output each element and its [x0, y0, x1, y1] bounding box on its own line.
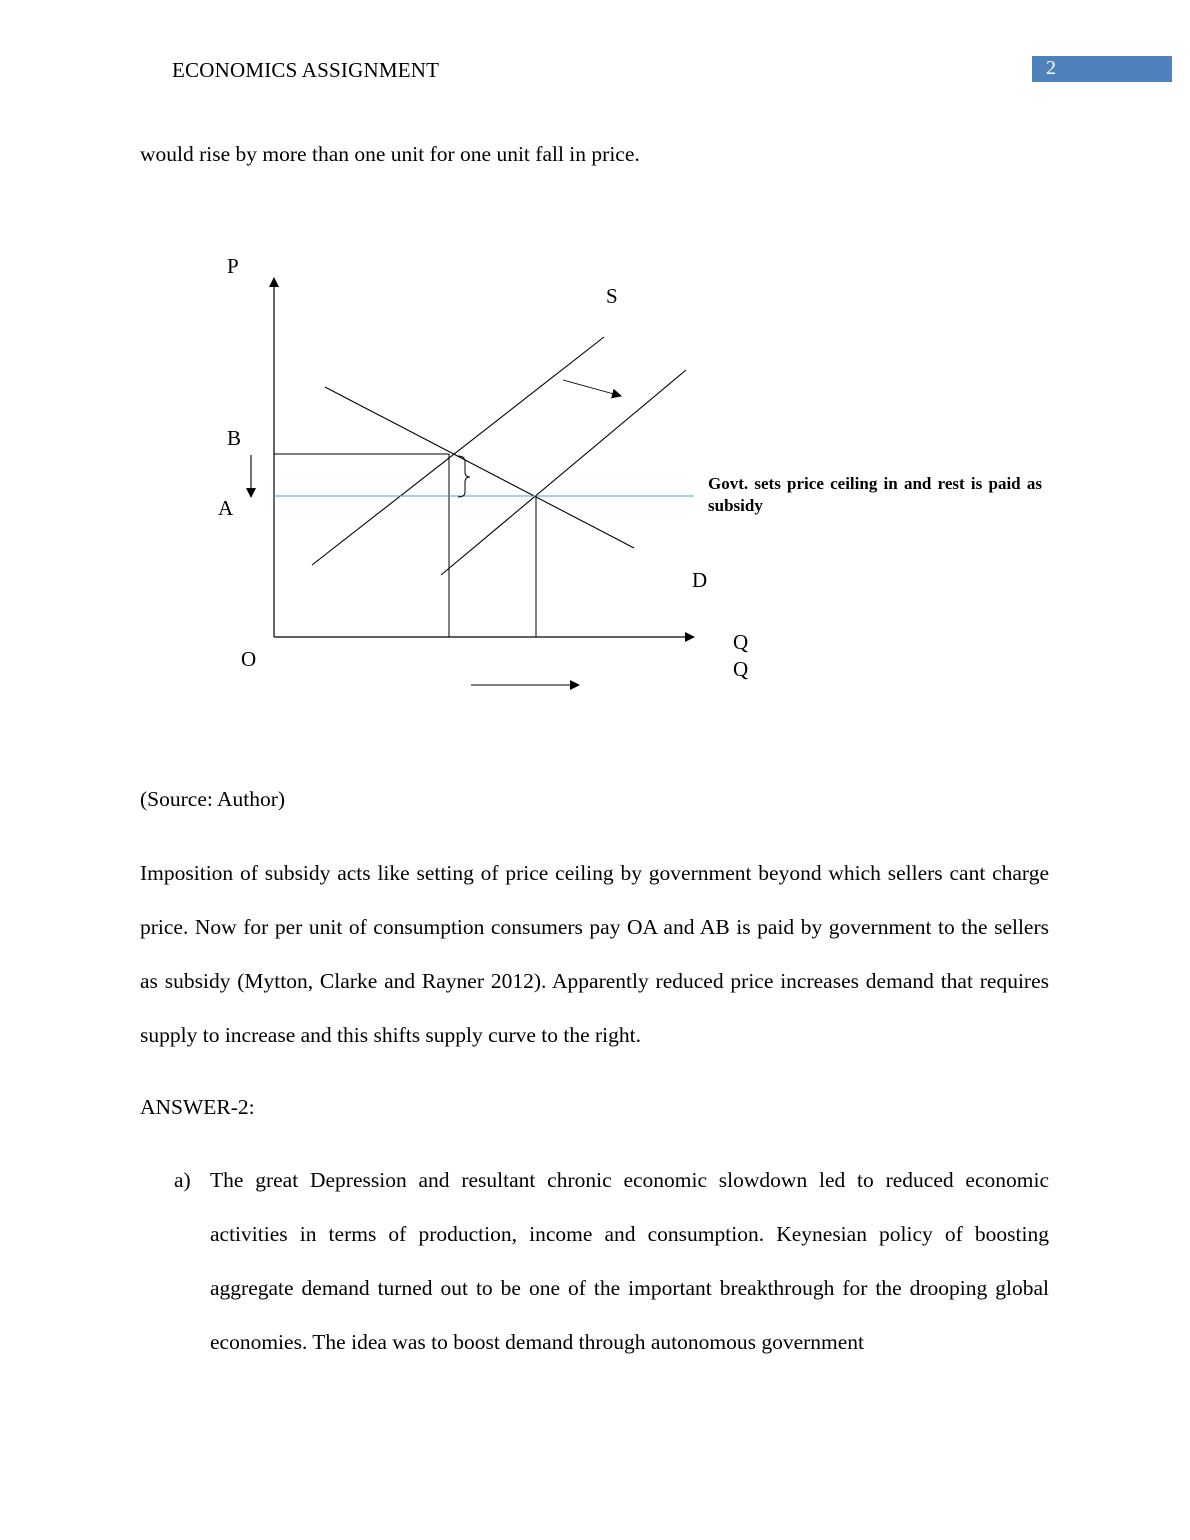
main-paragraph — [140, 846, 1049, 1062]
paragraph-text: Imposition of subsidy acts like setting of price ceiling by government beyond which sellers cant charge price. Now for per unit of consumption consumers pay OA and AB is paid by government to the sellers as subsidy (Mytton, Clarke and Rayner 2012). Apparently reduced price increases demand that requires supply to increase and this shifts supply curve to the right. — [140, 861, 1049, 1047]
label-q-axis: Q — [733, 630, 749, 654]
list-item-text: The great Depression and resultant chronic economic slowdown led to reduced economic activities in terms of production, income and consumption. Keynesian policy of boosting aggregate demand turned out to be one of the important breakthrough for the drooping global economies. The idea was to boost demand through autonomous government — [210, 1168, 1049, 1354]
answer-heading: ANSWER-2: — [140, 1095, 255, 1119]
supply-curve-original — [312, 337, 604, 565]
figure-source: (Source: Author) — [140, 787, 286, 811]
list-item-marker: a) — [174, 1168, 191, 1192]
label-demand: D — [692, 568, 708, 592]
demand-curve — [325, 387, 634, 548]
label-supply: S — [606, 284, 618, 308]
header-title: ECONOMICS ASSIGNMENT — [172, 58, 440, 82]
label-q-axis-second: Q — [733, 657, 749, 681]
page-number: 2 — [1046, 57, 1056, 79]
label-b: B — [227, 426, 242, 450]
supply-curve-shifted — [441, 370, 686, 575]
supply-shift-arrow — [563, 380, 621, 396]
subsidy-diagram — [0, 230, 1190, 710]
intro-line: would rise by more than one unit for one unit fall in price. — [140, 142, 640, 166]
page-number-badge — [1032, 56, 1172, 82]
label-origin: O — [241, 647, 257, 671]
label-a: A — [218, 496, 234, 520]
label-p-axis: P — [227, 254, 239, 278]
figure-note: Govt. sets price ceiling in and rest is paid as subsidy — [708, 474, 1042, 515]
